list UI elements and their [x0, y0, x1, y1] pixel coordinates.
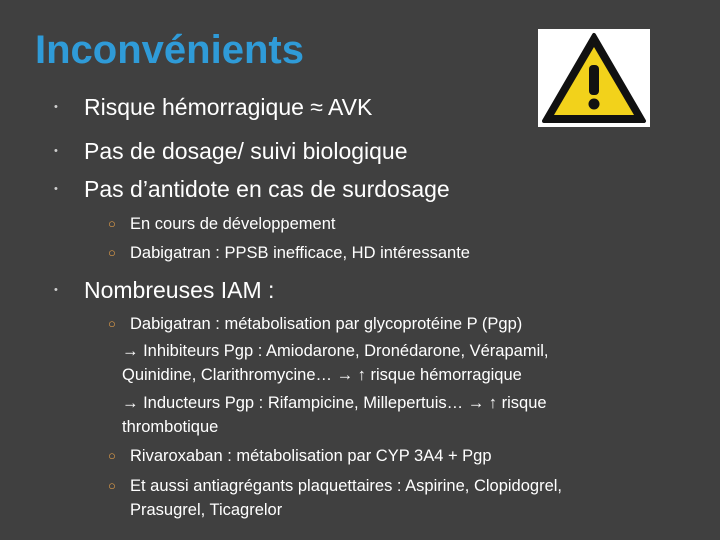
dabigatran-inhibiteurs-line: → Inhibiteurs Pgp : Amiodarone, Dronédarone, Vérapamil, — [122, 342, 549, 360]
bullet-risque-hemorragique: Risque hémorragique ≈ AVK — [84, 94, 373, 120]
dabigatran-inhibiteurs-line-2: Quinidine, Clarithromycine… → ↑ risque hémorragique — [122, 366, 522, 384]
sub-bullet-developpement: En cours de développement — [130, 215, 336, 233]
dabigatran-inducteurs-line: → Inducteurs Pgp : Rifampicine, Millepertuis… → ↑ risque — [122, 394, 547, 412]
bullet-pas-de-dosage: Pas de dosage/ suivi biologique — [84, 138, 408, 164]
sub-bullet-marker: ○ — [108, 448, 116, 463]
sub-bullet-dabigatran-ppsb: Dabigatran : PPSB inefficace, HD intéressante — [130, 244, 470, 262]
sub-bullet-marker: ○ — [108, 478, 116, 493]
bullet-pas-d-antidote: Pas d’antidote en cas de surdosage — [84, 176, 450, 202]
bullet-marker: • — [54, 183, 58, 195]
dabigatran-inducteurs-line-2: thrombotique — [122, 418, 219, 436]
sub-bullet-marker: ○ — [108, 216, 116, 231]
bullet-marker: • — [54, 284, 58, 296]
sub-bullet-antiagregants: Et aussi antiagrégants plaquettaires : Aspirine, Clopidogrel, — [130, 477, 563, 495]
sub-bullet-rivaroxaban: Rivaroxaban : métabolisation par CYP 3A4 + Pgp — [130, 447, 492, 465]
warning-triangle-icon — [538, 29, 650, 127]
antiagregants-line-2: Prasugrel, Ticagrelor — [130, 501, 283, 519]
sub-bullet-marker: ○ — [108, 245, 116, 260]
sub-bullet-marker: ○ — [108, 316, 116, 331]
bullet-nombreuses-iam: Nombreuses IAM : — [84, 277, 275, 303]
bullet-marker: • — [54, 101, 58, 113]
bullet-marker: • — [54, 145, 58, 157]
sub-bullet-dabigatran-pgp: Dabigatran : métabolisation par glycoprotéine P (Pgp) — [130, 315, 523, 333]
slide-title: Inconvénients — [35, 28, 304, 72]
